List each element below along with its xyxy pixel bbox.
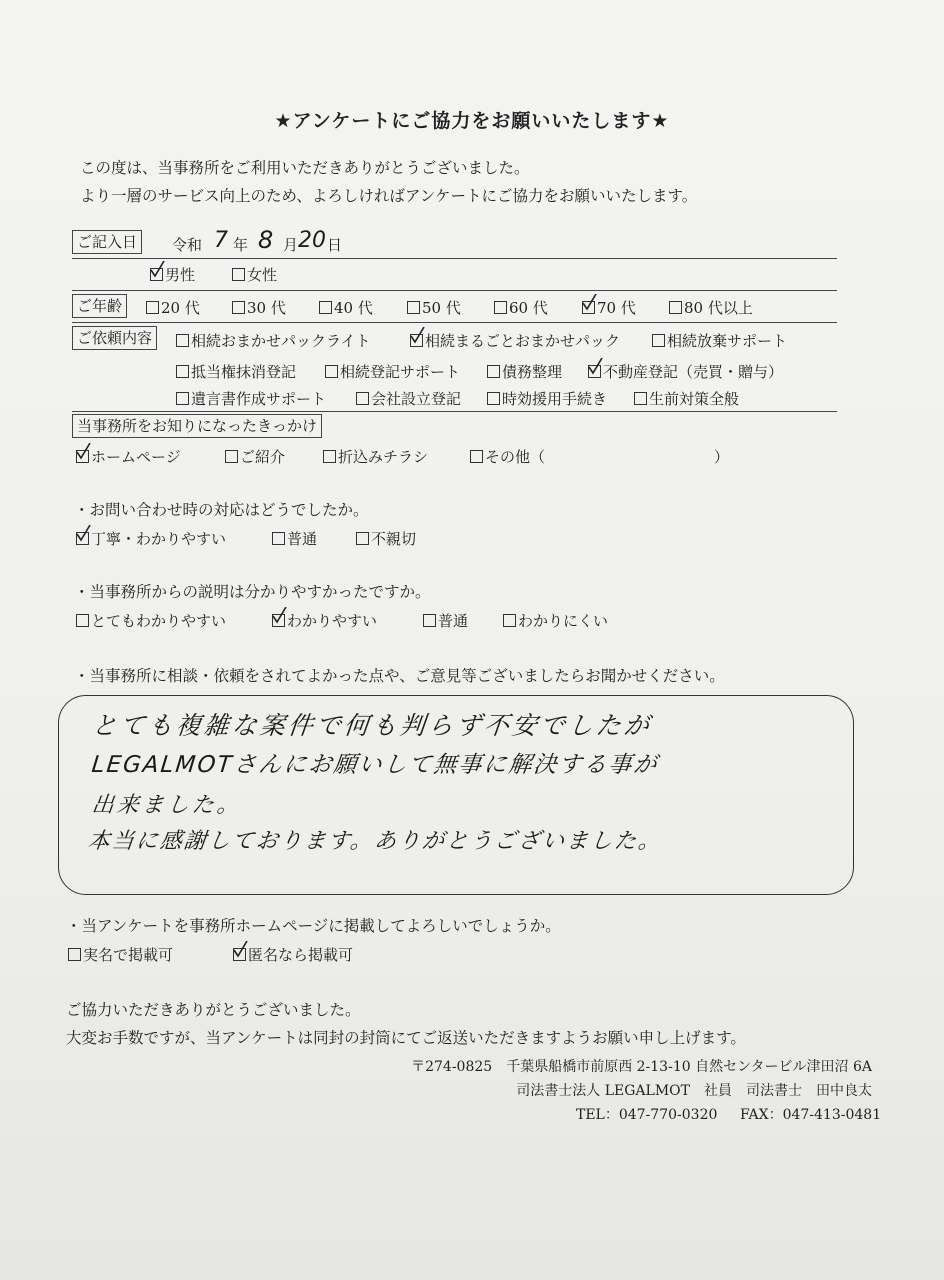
source-option-flyer[interactable] [323,446,428,467]
checkbox[interactable] [487,365,500,378]
age-option-30[interactable] [232,297,286,318]
comment-line-2: LEGALMOTさんにお願いして無事に解決する事が [90,752,660,778]
checkbox[interactable] [634,392,647,405]
age-label: ご年齢 [72,294,127,318]
divider [72,258,837,259]
checkbox[interactable] [76,614,89,627]
q4-option-label: 匿名なら掲載可 [248,946,354,964]
request-option[interactable] [652,330,787,351]
age-option-40[interactable] [319,297,373,318]
checkbox[interactable] [232,301,245,314]
date-label: ご記入日 [72,230,142,254]
footer-tel: TEL：047-770-0320 [576,1107,718,1123]
date-era: 令和 [172,236,203,254]
checkbox[interactable] [410,334,423,347]
q4-option[interactable] [233,944,353,965]
request-option[interactable] [176,361,296,382]
request-option-label: 相続登記サポート [340,363,461,381]
source-other-close: ） [714,448,730,466]
checkbox[interactable] [76,532,89,545]
source-option-label: ホームページ [91,448,181,466]
checkbox[interactable] [225,450,238,463]
checkbox[interactable] [150,268,163,281]
checkbox[interactable] [423,614,436,627]
q2-option[interactable] [503,610,608,631]
source-option-other[interactable] [470,446,545,467]
q4-option-label: 実名で掲載可 [83,946,174,964]
checkbox[interactable] [487,392,500,405]
source-option-homepage[interactable] [76,446,181,467]
checkbox[interactable] [323,450,336,463]
source-option-label: 折込みチラシ [338,448,429,466]
q2-option-label: わかりやすい [287,612,378,630]
q1-option[interactable] [272,528,317,549]
question-3: ・当事務所に相談・依頼をされてよかった点や、ご意見等ございましたらお聞かせください。 [74,667,725,685]
q2-option[interactable] [272,610,377,631]
closing-line-1: ご協力いただきありがとうございました。 [66,1001,361,1019]
request-option-label: 時効援用手続き [502,390,608,408]
request-option-label: 相続おまかせパックライト [191,332,371,350]
checkbox[interactable] [319,301,332,314]
date-month-value[interactable]: 8 [258,226,274,254]
closing-line-2: 大変お手数ですが、当アンケートは同封の封筒にてご返送いただきますようお願い申し上げます。 [66,1029,746,1047]
age-option-label: 20 代 [161,299,200,317]
checkbox[interactable] [503,614,516,627]
question-4: ・当アンケートを事務所ホームページに掲載してよろしいでしょうか。 [66,917,561,935]
checkbox[interactable] [494,301,507,314]
date-day-value[interactable]: 20 [298,228,326,253]
checkbox[interactable] [325,365,338,378]
age-option-label: 70 代 [597,299,636,317]
request-option-label: 会社設立登記 [371,390,462,408]
checkbox[interactable] [176,392,189,405]
request-option[interactable] [176,388,326,409]
divider [72,290,837,291]
source-option-referral[interactable] [225,446,285,467]
checkbox[interactable] [232,268,245,281]
age-option-70[interactable] [582,297,636,318]
comment-line-4: 本当に感謝しております。ありがとうございました。 [86,829,664,854]
age-option-label: 50 代 [422,299,461,317]
gender-female[interactable] [232,264,277,285]
request-option[interactable] [410,330,620,351]
q1-option-label: 普通 [287,530,318,548]
source-option-label: ご紹介 [240,448,286,466]
checkbox[interactable] [233,948,246,961]
request-option-label: 相続放棄サポート [667,332,788,350]
date-year-value[interactable]: 7 [214,228,228,253]
request-option[interactable] [325,361,460,382]
comment-line-3: 出来ました。 [90,793,244,818]
checkbox[interactable] [176,334,189,347]
q1-option[interactable] [356,528,416,549]
q2-option-label: 普通 [438,612,469,630]
checkbox[interactable] [470,450,483,463]
checkbox[interactable] [176,365,189,378]
footer-fax: FAX：047-413-0481 [740,1107,882,1123]
q1-option-label: 不親切 [371,530,417,548]
divider [72,322,837,323]
checkbox[interactable] [68,948,81,961]
checkbox[interactable] [407,301,420,314]
checkbox[interactable] [652,334,665,347]
age-option-label: 60 代 [509,299,548,317]
request-option[interactable] [176,330,371,351]
q1-option[interactable] [76,528,226,549]
checkbox[interactable] [582,301,595,314]
intro-line-2: より一層のサービス向上のため、よろしければアンケートにご協力をお願いいたします。 [80,187,698,205]
question-2: ・当事務所からの説明は分かりやすかったですか。 [74,583,431,601]
checkbox[interactable] [272,532,285,545]
q4-option[interactable] [68,944,173,965]
checkbox[interactable] [76,450,89,463]
q2-option-label: わかりにくい [518,612,609,630]
checkbox[interactable] [272,614,285,627]
footer-address: 〒274-0825 千葉県船橋市前原西 2-13-10 自然センタービル津田沼 6A [411,1059,872,1075]
source-option-label: その他（ [485,448,546,466]
request-option-label: 生前対策全般 [649,390,740,408]
divider [72,411,837,412]
age-option-80[interactable] [669,297,753,318]
checkbox[interactable] [669,301,682,314]
intro-line-1: この度は、当事務所をご利用いただきありがとうございました。 [80,159,530,177]
checkbox[interactable] [356,532,369,545]
date-month-unit: 月 [283,236,299,254]
age-option-60[interactable] [494,297,548,318]
age-option-label: 40 代 [334,299,373,317]
gender-female-label: 女性 [247,266,278,284]
date-day-unit: 日 [327,236,343,254]
request-option[interactable] [487,388,607,409]
request-option[interactable] [588,361,783,382]
checkbox[interactable] [588,365,601,378]
request-option[interactable] [634,388,739,409]
q2-option-label: とてもわかりやすい [91,612,227,630]
request-option[interactable] [356,388,461,409]
request-option[interactable] [487,361,562,382]
q1-option-label: 丁寧・わかりやすい [91,530,227,548]
request-option-label: 不動産登記（売買・贈与） [603,363,784,381]
age-option-label: 80 代以上 [684,299,753,317]
q2-option[interactable] [423,610,468,631]
q2-option[interactable] [76,610,226,631]
comment-line-1: とても複雑な案件で何も判らず不安でしたが [90,711,654,740]
checkbox[interactable] [356,392,369,405]
age-option-50[interactable] [407,297,461,318]
age-option-label: 30 代 [247,299,286,317]
age-option-20[interactable] [146,297,200,318]
request-label: ご依頼内容 [72,326,157,350]
request-option-label: 遺言書作成サポート [191,390,327,408]
checkbox[interactable] [146,301,159,314]
source-label: 当事務所をお知りになったきっかけ [72,414,322,438]
footer-office: 司法書士法人 LEGALMOT 社員 司法書士 田中良太 [516,1083,872,1099]
question-1: ・お問い合わせ時の対応はどうでしたか。 [74,501,369,519]
request-option-label: 抵当権抹消登記 [191,363,297,381]
request-option-label: 債務整理 [502,363,563,381]
date-year-unit: 年 [233,236,249,254]
gender-male-label: 男性 [165,266,196,284]
gender-male[interactable] [150,264,195,285]
request-option-label: 相続まるごとおまかせパック [425,332,621,350]
survey-title: ★アンケートにご協力をお願いいたします★ [274,110,670,132]
